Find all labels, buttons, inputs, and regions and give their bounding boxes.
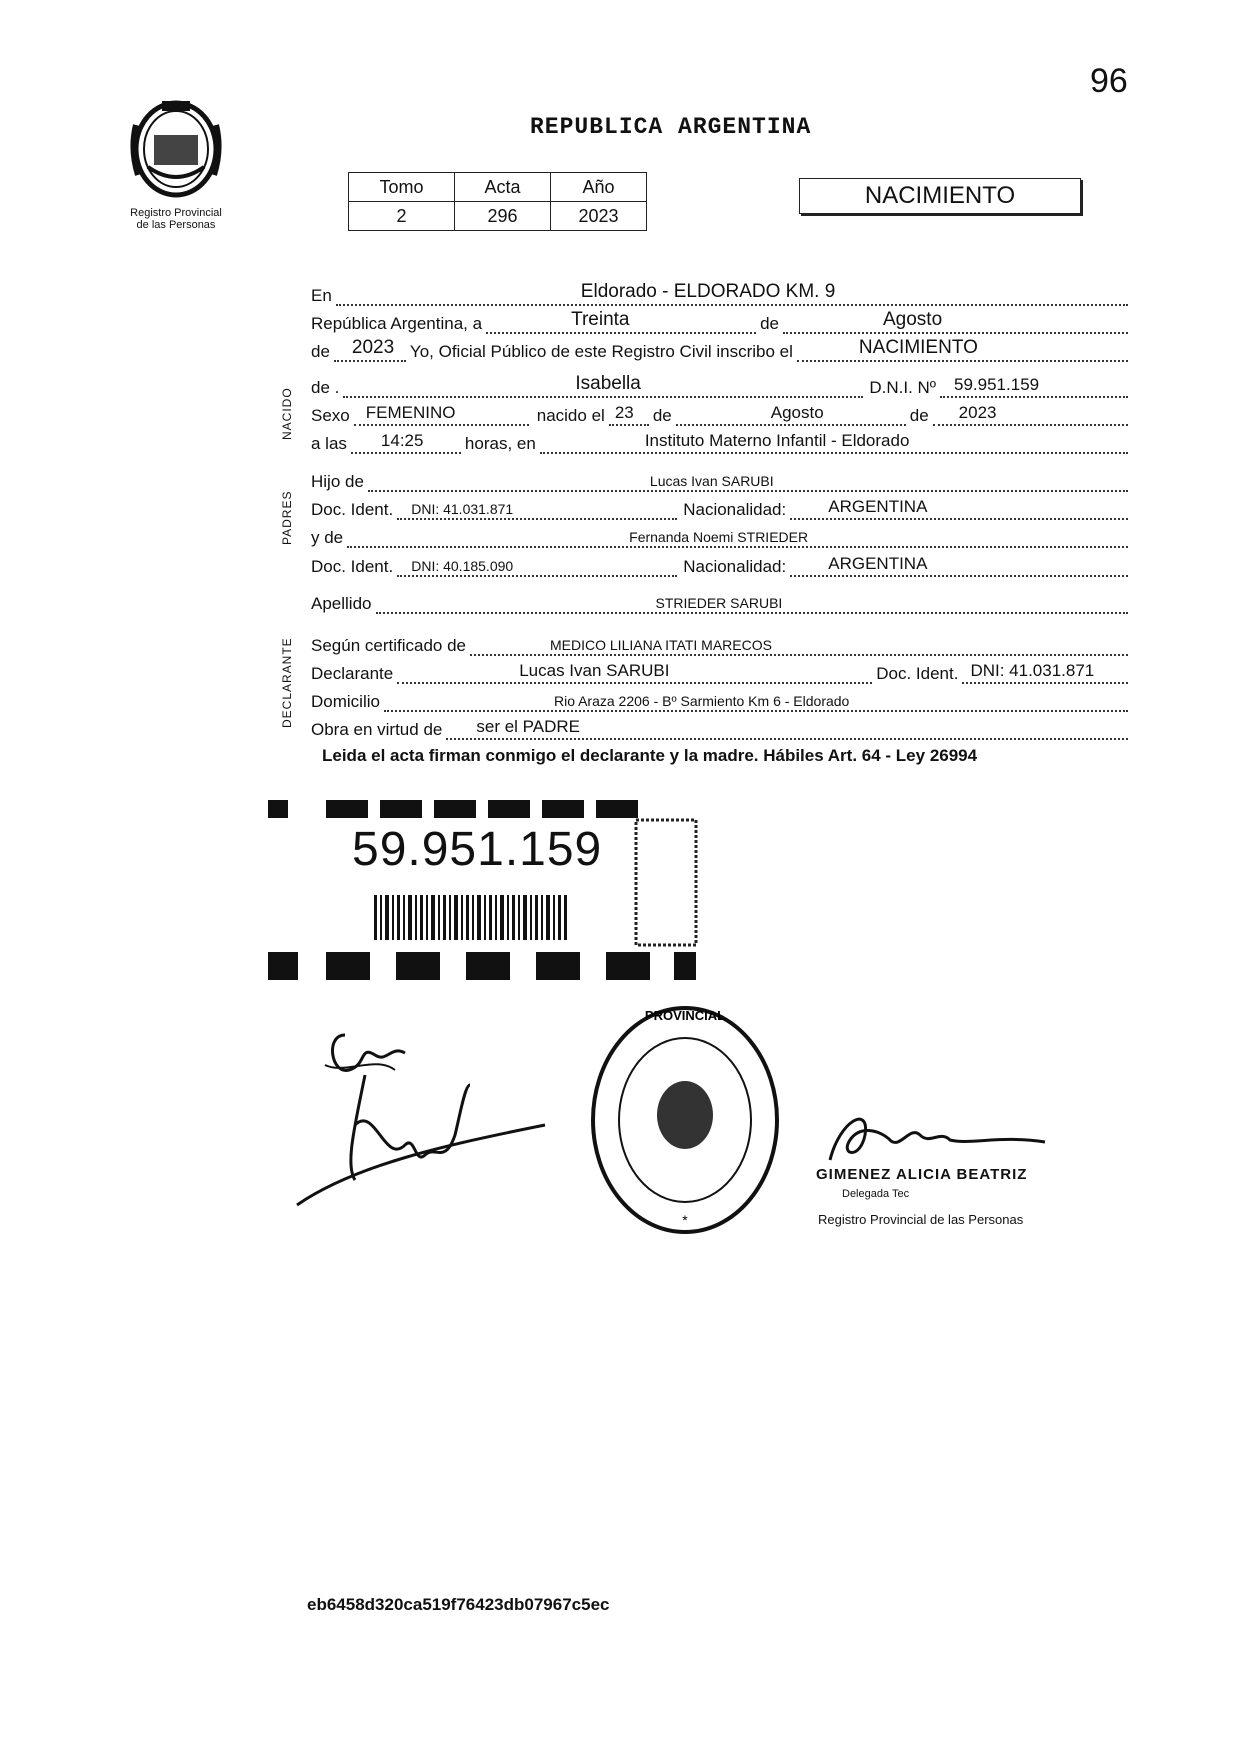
- signer-organization: Registro Provincial de las Personas: [818, 1212, 1024, 1227]
- signer-name: GIMENEZ ALICIA BEATRIZ: [816, 1166, 1028, 1183]
- record-type-box: NACIMIENTO: [799, 178, 1081, 214]
- label-mother-doc: Doc. Ident.: [311, 557, 394, 576]
- page-number: 96: [1090, 62, 1128, 100]
- security-pattern-icon: [434, 800, 476, 818]
- logo-caption-line1: Registro Provincial: [130, 207, 222, 219]
- row-domicilio: [311, 688, 1128, 712]
- value-event: NACIMIENTO: [858, 337, 978, 358]
- registry-logo: [118, 95, 234, 231]
- security-pattern-icon: [380, 800, 422, 818]
- label-declarant-doc: Doc. Ident.: [876, 664, 959, 683]
- document-hash: eb6458d320ca519f76423db07967c5ec: [307, 1595, 610, 1614]
- value-declarant: Lucas Ivan SARUBI: [519, 661, 670, 680]
- value-mother-name: Fernanda Noemi STRIEDER: [629, 529, 809, 545]
- security-pattern-icon: [536, 952, 580, 980]
- value-given-name: Isabella: [575, 373, 641, 394]
- label-declarante: Declarante: [311, 664, 394, 683]
- label-year-prefix: de: [311, 342, 330, 361]
- label-mother-nationality: Nacionalidad:: [683, 557, 787, 576]
- barcode-icon: [374, 895, 567, 940]
- declarant-signature-icon: [295, 1015, 555, 1215]
- row-certificado: [311, 632, 1128, 656]
- security-pattern-icon: [268, 800, 288, 818]
- value-father-doc: DNI: 41.031.871: [411, 501, 514, 517]
- value-birth-year: 2023: [958, 403, 997, 422]
- header-acta: Acta: [455, 173, 551, 202]
- value-year: 2023: [351, 337, 395, 358]
- signer-role: Delegada Tec: [842, 1188, 910, 1200]
- security-pattern-icon: [606, 952, 650, 980]
- label-father-doc: Doc. Ident.: [311, 500, 394, 519]
- row-obra: [311, 716, 1128, 740]
- header-anio: Año: [551, 173, 647, 202]
- value-anio: 2023: [551, 202, 647, 231]
- value-obra: ser el PADRE: [476, 717, 580, 736]
- value-father-name: Lucas Ivan SARUBI: [649, 473, 774, 489]
- value-acta: 296: [455, 202, 551, 231]
- security-pattern-icon: [488, 800, 530, 818]
- row-hijo: [311, 468, 1128, 492]
- logo-caption-line2: de las Personas: [136, 219, 216, 231]
- label-father-nationality: Nacionalidad:: [683, 500, 787, 519]
- value-birth-place: Instituto Materno Infantil - Eldorado: [644, 431, 910, 450]
- closing-statement: Leida el acta firman conmigo el declarante y la madre. Hábiles Art. 64 - Ley 26994: [322, 746, 978, 765]
- label-birth-de2: de: [909, 406, 929, 425]
- svg-text:*: *: [682, 1212, 688, 1228]
- value-address: Rio Araza 2206 - Bº Sarmiento Km 6 - Eldorado: [553, 693, 850, 709]
- label-republica: República Argentina, a: [311, 314, 483, 333]
- official-stamp-icon: [585, 1000, 785, 1240]
- value-father-nationality: ARGENTINA: [828, 497, 928, 516]
- label-yde: y de: [311, 528, 344, 547]
- value-mother-doc: DNI: 40.185.090: [411, 558, 514, 574]
- security-pattern-icon: [596, 800, 638, 818]
- label-hijo: Hijo de: [311, 472, 364, 491]
- row-father-doc: [311, 496, 1128, 520]
- value-certificate: MEDICO LILIANA ITATI MARECOS: [550, 637, 772, 653]
- row-madre: [311, 524, 1128, 548]
- row-mother-doc: [311, 553, 1128, 577]
- label-domicilio: Domicilio: [311, 692, 380, 711]
- row-declarante: [311, 660, 1128, 684]
- reference-table: [348, 172, 647, 231]
- value-sexo: FEMENINO: [365, 403, 456, 422]
- security-pattern-icon: [396, 952, 440, 980]
- row-nombre: [311, 374, 1128, 398]
- label-birth-de1: de: [652, 406, 672, 425]
- document-title: REPUBLICA ARGENTINA: [530, 114, 812, 140]
- provincial-seal-icon: [126, 95, 226, 203]
- value-day-words: Treinta: [571, 309, 630, 330]
- side-label-declarante: DECLARANTE: [280, 637, 294, 728]
- security-pattern-icon: [542, 800, 584, 818]
- row-hora: [311, 430, 1128, 454]
- label-obra: Obra en virtud de: [311, 720, 443, 739]
- security-pattern-icon: [674, 952, 696, 980]
- security-pattern-icon: [466, 952, 510, 980]
- label-sexo: Sexo: [311, 406, 350, 425]
- label-alas: a las: [311, 434, 347, 453]
- label-segun: Según certificado de: [311, 636, 466, 655]
- label-horas: horas, en: [464, 434, 536, 453]
- value-surname: STRIEDER SARUBI: [655, 595, 783, 611]
- value-declarant-doc: DNI: 41.031.871: [970, 661, 1095, 680]
- svg-text:PROVINCIAL: PROVINCIAL: [644, 1008, 726, 1023]
- side-label-nacido: NACIDO: [280, 387, 294, 440]
- label-name-prefix: de .: [311, 378, 340, 397]
- row-apellido: [311, 590, 1128, 614]
- security-pattern-icon: [326, 952, 370, 980]
- row-fecha: [311, 310, 1128, 334]
- header-tomo: Tomo: [349, 173, 455, 202]
- side-label-padres: PADRES: [280, 490, 294, 545]
- value-mother-nationality: ARGENTINA: [828, 554, 928, 573]
- label-apellido: Apellido: [311, 594, 372, 613]
- value-birth-month: Agosto: [770, 403, 824, 422]
- value-month: Agosto: [882, 309, 943, 330]
- row-oficial: [311, 338, 1128, 362]
- label-nacido: nacido el: [536, 406, 605, 425]
- value-tomo: 2: [349, 202, 455, 231]
- hologram-icon: [636, 820, 696, 945]
- value-dni: 59.951.159: [954, 375, 1040, 394]
- label-dni: D.N.I. Nº: [869, 378, 937, 397]
- value-birth-day: 23: [614, 403, 634, 422]
- value-place: Eldorado - ELDORADO KM. 9: [580, 281, 836, 302]
- dni-number: 59.951.159: [352, 823, 603, 876]
- row-sexo: [311, 402, 1128, 426]
- value-birth-time: 14:25: [380, 431, 424, 450]
- row-en: [311, 282, 1128, 306]
- security-pattern-icon: [326, 800, 368, 818]
- security-pattern-icon: [268, 952, 298, 980]
- label-de: de: [760, 314, 779, 333]
- official-signature-icon: [820, 1100, 1060, 1170]
- label-oficial: Yo, Oficial Público de este Registro Civil inscribo el: [409, 342, 793, 361]
- label-en: En: [311, 286, 332, 305]
